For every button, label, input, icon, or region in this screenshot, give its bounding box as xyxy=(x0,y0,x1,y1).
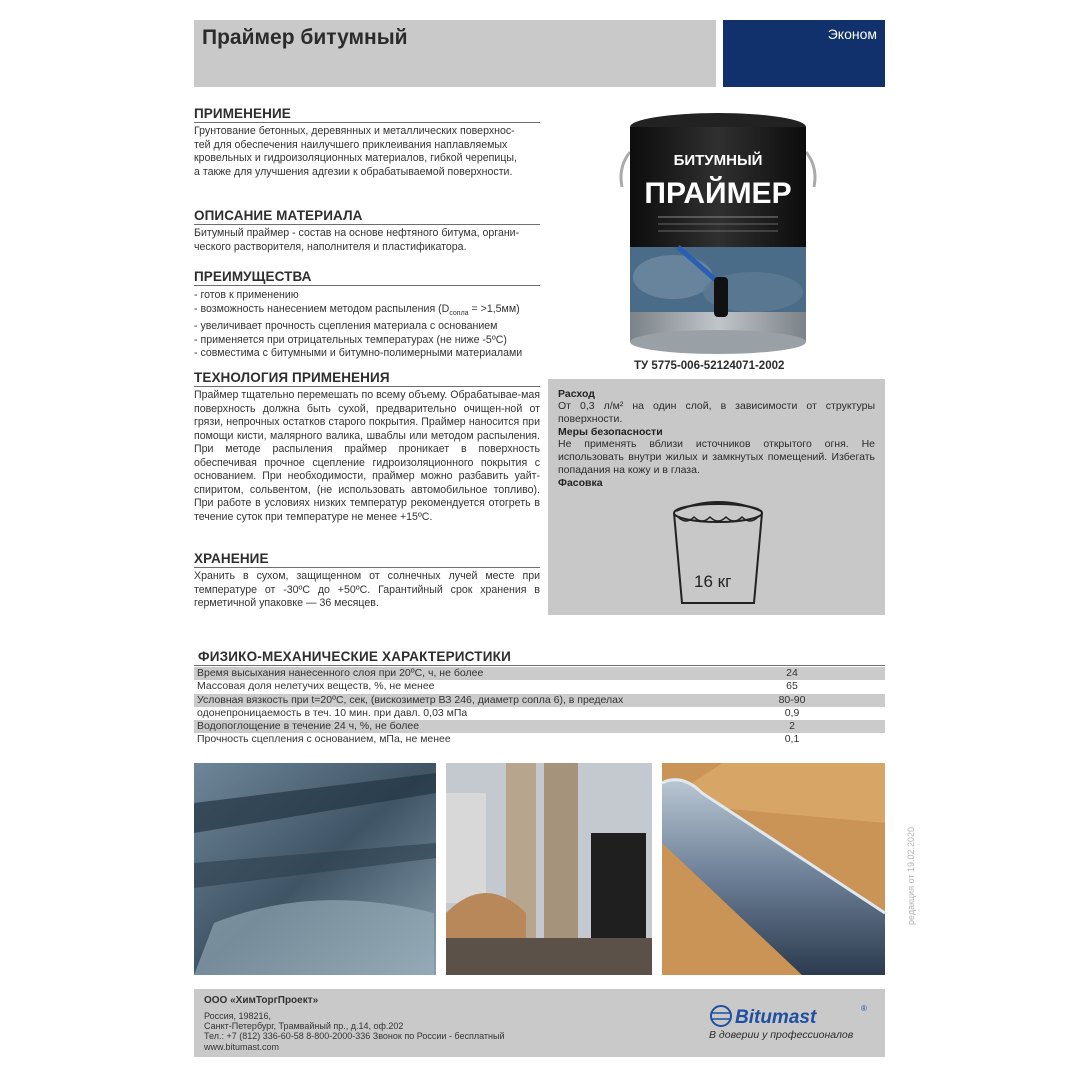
section-technology xyxy=(194,370,540,524)
spec-name: Время высыхания нанесенного слоя при 20ºC, ч, не более xyxy=(197,667,484,679)
consumption-label: Расход xyxy=(558,388,595,400)
section-application xyxy=(194,106,540,179)
advantages-list xyxy=(194,289,540,361)
text-line: ческого растворителя, наполнителя и пластификатора. xyxy=(194,240,467,253)
table-row xyxy=(194,680,885,693)
section-title: ПРИМЕНЕНИЕ xyxy=(194,106,540,123)
safety-text: Не применять вблизи источников открытого огня. Не использовать внутри жилых и замкнутых помещений. Избегать попадания на кожу и в глаза. xyxy=(558,438,875,476)
list-item-tail: = >1,5мм) xyxy=(468,302,520,315)
section-title: ОПИСАНИЕ МАТЕРИАЛА xyxy=(194,208,540,225)
company-name: ООО «ХимТоргПроект» xyxy=(204,995,319,1006)
list-item: - совместима с битумными и битумно-полимерными материалами xyxy=(194,347,523,360)
contact-line: Тел.: +7 (812) 336-60-58 8-800-2000-336 Звонок по России - бесплатный xyxy=(204,1031,505,1042)
section-title: ПРЕИМУЩЕСТВА xyxy=(194,269,540,286)
contact-line: Санкт-Петербург, Трамвайный пр., д.14, оф.202 xyxy=(204,1021,404,1032)
spec-name: Массовая доля нелетучих веществ, %, не менее xyxy=(197,680,435,693)
spec-name: Прочность сцепления с основанием, мПа, не менее xyxy=(197,733,451,746)
table-row xyxy=(194,707,885,720)
bitumast-logo xyxy=(709,1003,874,1029)
text-line: кровельных и гидроизоляционных материалов, гибкой черепицы, xyxy=(194,152,517,164)
section-description xyxy=(194,208,540,254)
contact-line: Россия, 198216, xyxy=(204,1011,272,1021)
spec-name: Условная вязкость при t=20ºC, сек, (вискозиметр ВЗ 246, диаметр сопла 6), в пределах xyxy=(197,693,624,706)
table-row xyxy=(194,667,885,680)
spec-value: 2 xyxy=(789,720,795,733)
section-body xyxy=(194,125,540,179)
packing-label: Фасовка xyxy=(558,477,603,489)
section-title: ХРАНЕНИЕ xyxy=(194,551,540,568)
photo-pipes-site xyxy=(446,763,652,975)
text-line: Битумный праймер - состав на основе нефтяного битума, органи- xyxy=(194,227,520,239)
photo-roof-primer xyxy=(194,763,436,975)
section-body: Хранить в сухом, защищенном от солнечных лучей месте при температуре от -30ºC до +50ºC. Гарантийный срок хранения в герметичной упаковке — 36 месяцев. xyxy=(194,570,540,609)
section-body xyxy=(194,227,540,254)
edition-text: редакция от 19.02.2020 xyxy=(906,826,916,925)
specs-table xyxy=(194,667,885,747)
spec-value: 0,1 xyxy=(784,733,800,746)
subscript: сопла xyxy=(449,309,469,317)
bucket-icon xyxy=(666,497,771,609)
spec-name: одонепроницаемость в теч. 10 мин. при давл. 0,03 мПа xyxy=(197,706,468,719)
specs-title: ФИЗИКО-МЕХАНИЧЕСКИЕ ХАРАКТЕРИСТИКИ xyxy=(198,649,511,664)
text-line: тей для обеспечения наилучшего приклеивания наплавляемых xyxy=(194,138,508,151)
list-item: - применяется при отрицательных температурах (не ниже -5ºC) xyxy=(194,333,507,346)
table-row xyxy=(194,720,885,733)
class-badge xyxy=(723,20,885,87)
text-line: а также для улучшения адгезии к обрабатываемой поверхности. xyxy=(194,165,513,178)
text-line: Грунтование бетонных, деревянных и металлических поверхнос- xyxy=(194,125,515,137)
list-item xyxy=(194,303,540,321)
contact-info xyxy=(204,1011,504,1052)
spec-value: 0,9 xyxy=(784,706,800,719)
footer xyxy=(194,989,885,1057)
table-row xyxy=(194,694,885,707)
specs-divider xyxy=(194,665,885,666)
table-row xyxy=(194,733,885,746)
tu-code: ТУ 5775-006-52124071-2002 xyxy=(634,360,785,372)
product-can-image xyxy=(618,107,818,362)
section-storage xyxy=(194,551,540,611)
section-advantages xyxy=(194,269,540,361)
safety-label: Меры безопасности xyxy=(558,426,663,438)
spec-value: 80-90 xyxy=(778,693,806,706)
info-content xyxy=(558,388,875,489)
section-body: Праймер тщательно перемешать по всему объему. Обрабатывае-мая поверхность должна быть сухой, предварительно очищен-ной от грязи, непрочных остатков старого покрытия. Праймер наносится при помощи кисти, малярного валика, шваблы или методом распыления. При методе распыления праймер проникает в поверхность обеспечивая прочное сцепление гидроизоляционного покрытия с основанием. При необходимости, праймер можно разбавить уайт-спиритом, сольвентом, (не использовать автомобильное топливо). При работе в условиях низких температур рекомендуется отогреть в течение суток при температуре не менее +15ºC. xyxy=(194,389,540,523)
page-title: Праймер битумный xyxy=(202,26,408,49)
consumption-text: От 0,3 л/м² на один слой, в зависимости от структуры поверхности. xyxy=(558,400,875,425)
brand-name: Bitumast xyxy=(735,1007,817,1028)
packing-value: 16 кг xyxy=(694,572,732,591)
website-link[interactable]: www.bitumast.com xyxy=(204,1041,280,1052)
section-title: ТЕХНОЛОГИЯ ПРИМЕНЕНИЯ xyxy=(194,370,540,387)
can-main-label: ПРАЙМЕР xyxy=(644,177,792,210)
registered-mark: ® xyxy=(861,1004,867,1013)
badge-label: Эконом xyxy=(827,26,877,42)
list-item: - увеличивает прочность сцепления материала с основанием xyxy=(194,320,498,333)
info-box xyxy=(548,379,885,615)
list-item-text: - возможность нанесением методом распыления (D xyxy=(194,302,450,315)
list-item: - готов к применению xyxy=(194,289,299,301)
spec-name: Водопоглощение в течение 24 ч, %, не более xyxy=(197,720,420,733)
slogan: В доверии у профессионалов xyxy=(709,1029,854,1041)
spec-value: 65 xyxy=(786,680,798,693)
spec-value: 24 xyxy=(786,667,798,679)
can-top-label: БИТУМНЫЙ xyxy=(673,152,763,169)
photo-pipeline xyxy=(662,763,885,975)
